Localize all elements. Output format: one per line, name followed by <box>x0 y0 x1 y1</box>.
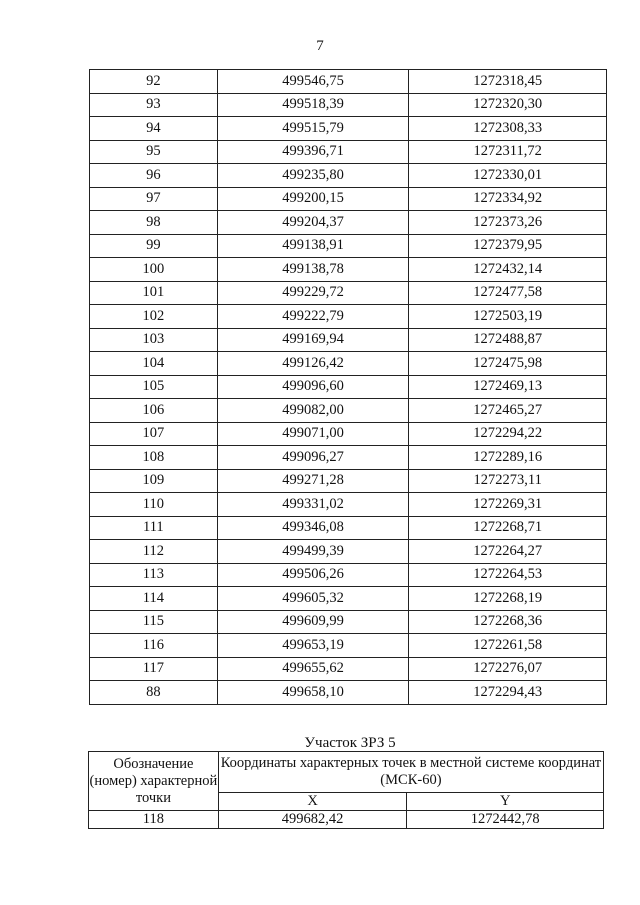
point-number-cell: 97 <box>90 187 218 211</box>
table-row <box>90 657 607 681</box>
x-coordinate-cell: 499506,26 <box>217 563 409 587</box>
header-x: X <box>218 793 407 811</box>
point-number-cell: 106 <box>90 399 218 423</box>
x-coordinate-cell: 499126,42 <box>217 352 409 376</box>
table-row <box>90 516 607 540</box>
point-number-cell: 114 <box>90 587 218 611</box>
table-row <box>89 811 604 829</box>
x-coordinate-cell: 499138,78 <box>217 258 409 282</box>
x-coordinate-cell: 499169,94 <box>217 328 409 352</box>
coordinates-table-body <box>90 70 607 705</box>
x-coordinate-cell: 499200,15 <box>217 187 409 211</box>
y-coordinate-cell: 1272289,16 <box>409 446 607 470</box>
y-coordinate-cell: 1272379,95 <box>409 234 607 258</box>
x-coordinate-cell: 499096,60 <box>217 375 409 399</box>
page-number: 7 <box>316 38 324 54</box>
y-coordinate-cell: 1272268,71 <box>409 516 607 540</box>
table-row <box>90 610 607 634</box>
y-coordinate-cell: 1272264,27 <box>409 540 607 564</box>
point-number-cell: 117 <box>90 657 218 681</box>
table-row <box>90 305 607 329</box>
x-coordinate-cell: 499271,28 <box>217 469 409 493</box>
point-number-cell: 108 <box>90 446 218 470</box>
y-coordinate-cell: 1272334,92 <box>409 187 607 211</box>
point-number-cell: 88 <box>90 681 218 705</box>
x-coordinate-cell: 499682,42 <box>218 811 407 829</box>
x-coordinate-cell: 499222,79 <box>217 305 409 329</box>
point-number-cell: 116 <box>90 634 218 658</box>
x-coordinate-cell: 499605,32 <box>217 587 409 611</box>
y-coordinate-cell: 1272373,26 <box>409 211 607 235</box>
y-coordinate-cell: 1272294,43 <box>409 681 607 705</box>
point-number-cell: 112 <box>90 540 218 564</box>
x-coordinate-cell: 499396,71 <box>217 140 409 164</box>
y-coordinate-cell: 1272503,19 <box>409 305 607 329</box>
header-y: Y <box>407 793 604 811</box>
point-number-cell: 94 <box>90 117 218 141</box>
point-number-cell: 95 <box>90 140 218 164</box>
y-coordinate-cell: 1272477,58 <box>409 281 607 305</box>
table-row <box>90 469 607 493</box>
y-coordinate-cell: 1272488,87 <box>409 328 607 352</box>
point-number-cell: 98 <box>90 211 218 235</box>
table-row <box>90 493 607 517</box>
coordinates-table <box>89 69 607 705</box>
y-coordinate-cell: 1272330,01 <box>409 164 607 188</box>
y-coordinate-cell: 1272294,22 <box>409 422 607 446</box>
x-coordinate-cell: 499658,10 <box>217 681 409 705</box>
y-coordinate-cell: 1272261,58 <box>409 634 607 658</box>
y-coordinate-cell: 1272475,98 <box>409 352 607 376</box>
table-row <box>90 446 607 470</box>
point-number-cell: 104 <box>90 352 218 376</box>
x-coordinate-cell: 499499,39 <box>217 540 409 564</box>
table-row <box>90 281 607 305</box>
table-row <box>90 375 607 399</box>
x-coordinate-cell: 499082,00 <box>217 399 409 423</box>
x-coordinate-cell: 499096,27 <box>217 446 409 470</box>
point-number-cell: 105 <box>90 375 218 399</box>
x-coordinate-cell: 499071,00 <box>217 422 409 446</box>
point-number-cell: 96 <box>90 164 218 188</box>
table-row <box>90 328 607 352</box>
y-coordinate-cell: 1272264,53 <box>409 563 607 587</box>
x-coordinate-cell: 499204,37 <box>217 211 409 235</box>
table-row <box>90 70 607 94</box>
table-row <box>90 164 607 188</box>
table-row <box>90 587 607 611</box>
x-coordinate-cell: 499138,91 <box>217 234 409 258</box>
y-coordinate-cell: 1272442,78 <box>407 811 604 829</box>
x-coordinate-cell: 499346,08 <box>217 516 409 540</box>
point-number-cell: 103 <box>90 328 218 352</box>
table-row <box>90 399 607 423</box>
x-coordinate-cell: 499609,99 <box>217 610 409 634</box>
point-number-cell: 115 <box>90 610 218 634</box>
point-number-cell: 109 <box>90 469 218 493</box>
point-number-cell: 118 <box>89 811 219 829</box>
table-row <box>90 634 607 658</box>
y-coordinate-cell: 1272268,36 <box>409 610 607 634</box>
header-coordinates-system: Координаты характерных точек в местной системе координат (МСК-60) <box>218 752 603 793</box>
x-coordinate-cell: 499653,19 <box>217 634 409 658</box>
y-coordinate-cell: 1272276,07 <box>409 657 607 681</box>
y-coordinate-cell: 1272465,27 <box>409 399 607 423</box>
section-title: Участок ЗРЗ 5 <box>304 735 396 751</box>
table-row <box>90 211 607 235</box>
point-number-cell: 107 <box>90 422 218 446</box>
y-coordinate-cell: 1272308,33 <box>409 117 607 141</box>
table-row <box>90 352 607 376</box>
table-row <box>90 234 607 258</box>
point-number-cell: 110 <box>90 493 218 517</box>
x-coordinate-cell: 499655,62 <box>217 657 409 681</box>
y-coordinate-cell: 1272273,11 <box>409 469 607 493</box>
point-number-cell: 93 <box>90 93 218 117</box>
table-row <box>90 93 607 117</box>
point-number-cell: 102 <box>90 305 218 329</box>
table-row <box>90 187 607 211</box>
y-coordinate-cell: 1272320,30 <box>409 93 607 117</box>
point-number-cell: 111 <box>90 516 218 540</box>
point-number-cell: 99 <box>90 234 218 258</box>
header-row <box>89 752 604 793</box>
zrz5-coordinates-table <box>88 751 604 829</box>
x-coordinate-cell: 499235,80 <box>217 164 409 188</box>
point-number-cell: 92 <box>90 70 218 94</box>
x-coordinate-cell: 499229,72 <box>217 281 409 305</box>
table-row <box>90 258 607 282</box>
point-number-cell: 100 <box>90 258 218 282</box>
x-coordinate-cell: 499515,79 <box>217 117 409 141</box>
y-coordinate-cell: 1272469,13 <box>409 375 607 399</box>
y-coordinate-cell: 1272318,45 <box>409 70 607 94</box>
y-coordinate-cell: 1272432,14 <box>409 258 607 282</box>
table-row <box>90 563 607 587</box>
x-coordinate-cell: 499546,75 <box>217 70 409 94</box>
table-row <box>90 422 607 446</box>
y-coordinate-cell: 1272311,72 <box>409 140 607 164</box>
point-number-cell: 101 <box>90 281 218 305</box>
table-row <box>90 117 607 141</box>
y-coordinate-cell: 1272269,31 <box>409 493 607 517</box>
table-row <box>90 681 607 705</box>
y-coordinate-cell: 1272268,19 <box>409 587 607 611</box>
header-point-designation: Обозначение (номер) характерной точки <box>89 752 219 811</box>
x-coordinate-cell: 499331,02 <box>217 493 409 517</box>
x-coordinate-cell: 499518,39 <box>217 93 409 117</box>
table-row <box>90 540 607 564</box>
table-row <box>90 140 607 164</box>
point-number-cell: 113 <box>90 563 218 587</box>
